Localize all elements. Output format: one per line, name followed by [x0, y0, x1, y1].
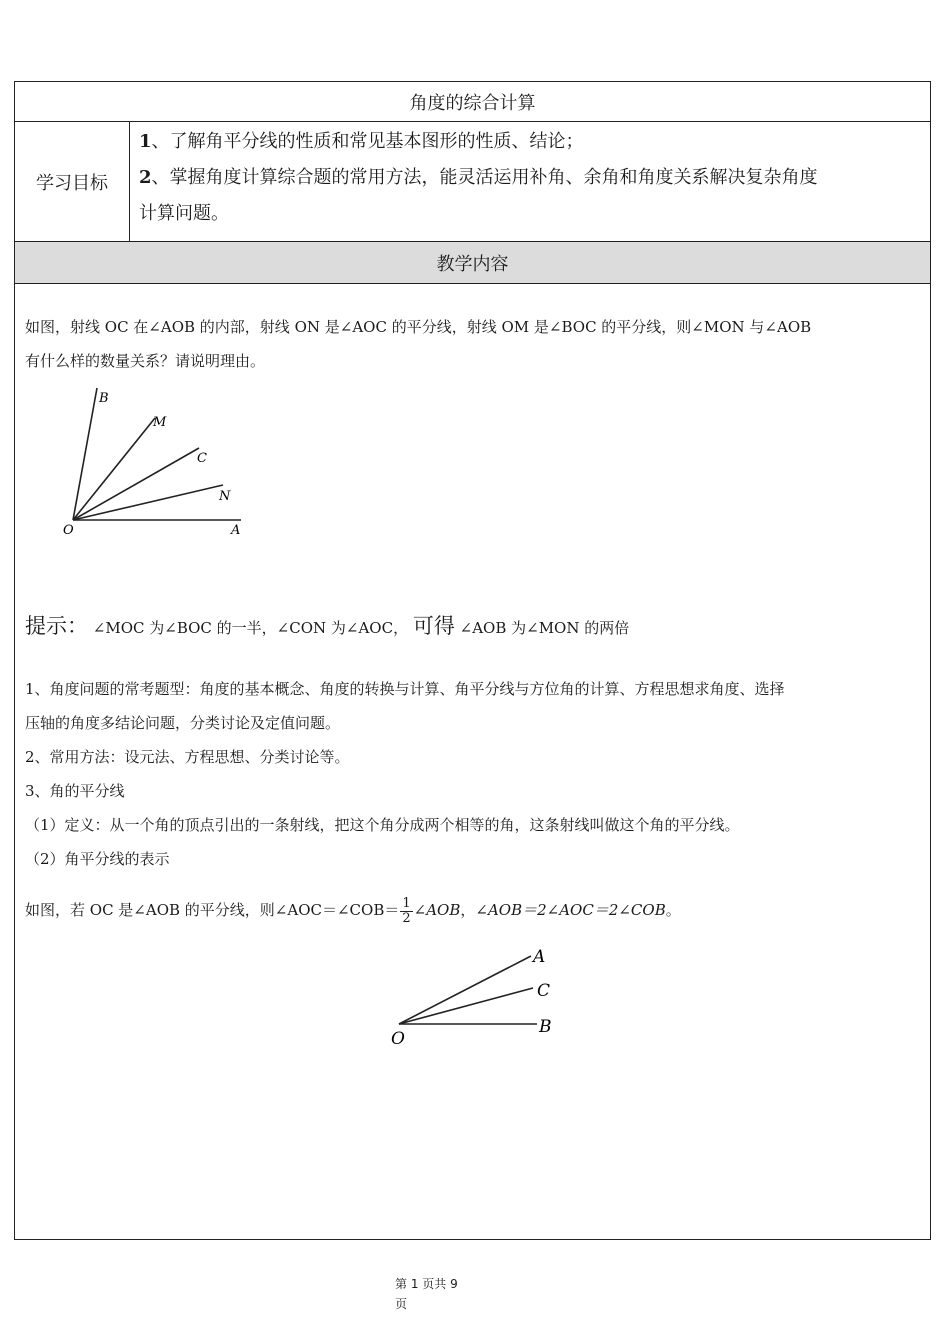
hint: 提示： ∠MOC 为∠BOC 的一半，∠CON 为∠AOC， 可得 ∠AOB 为∠MON 的两倍: [25, 614, 630, 638]
page-number-cont: 页: [395, 1297, 408, 1311]
goals-row: [15, 122, 930, 242]
problem-text: [25, 310, 920, 378]
page-footer: [395, 1274, 458, 1314]
lesson-table: [14, 81, 931, 1240]
page-number: 第 1 页共 9: [395, 1277, 458, 1291]
label-M: M: [153, 415, 167, 430]
ray-OM: [73, 418, 155, 520]
goal-item-2-cont: 计算问题。: [139, 203, 229, 224]
label-O: O: [63, 523, 74, 538]
content-header: 教学内容: [15, 242, 930, 284]
label-A: A: [231, 523, 241, 538]
goal-item-1: 1、了解角平分线的性质和常见基本图形的性质、结论；: [139, 131, 584, 152]
label-O: O: [391, 1029, 405, 1049]
ray-ON: [73, 485, 223, 520]
notes: [25, 672, 920, 876]
label-N: N: [219, 489, 231, 504]
note-3-1: （1）定义：从一个角的顶点引出的一条射线，把这个角分成两个相等的角，这条射线叫做这个角的平分线。: [25, 816, 740, 834]
figure-angle-bisectors: [55, 382, 255, 542]
label-B: B: [99, 391, 109, 406]
label-C: C: [537, 981, 551, 1001]
note-2: 2、常用方法：设元法、方程思想、分类讨论等。: [25, 748, 350, 766]
ray-OC: [73, 448, 199, 520]
goals-body: [139, 122, 920, 232]
goal-item-2: 2、掌握角度计算综合题的常用方法，能灵活运用补角、余角和角度关系解决复杂角度: [139, 167, 818, 188]
lesson-title: 角度的综合计算: [15, 82, 930, 122]
problem-line-2: 有什么样的数量关系？请说明理由。: [25, 352, 266, 370]
note-1a: 1、角度问题的常考题型：角度的基本概念、角度的转换与计算、角平分线与方位角的计算、方程思想求角度、选择: [25, 680, 785, 698]
fraction: $\frac{1}{2}$: [402, 895, 411, 926]
note-1b: 压轴的角度多结论问题，分类讨论及定值问题。: [25, 714, 341, 732]
note-3: 3、角的平分线: [25, 782, 125, 800]
bisector-formula: 如图，若 OC 是∠AOB 的平分线，则∠AOC＝∠COB＝ $\frac{1}{2}$ ∠AOB，∠AOB＝2∠AOC＝2∠COB。: [25, 895, 681, 926]
ray-OA: [399, 956, 531, 1024]
goals-label: 学习目标: [15, 122, 130, 241]
note-3-2: （2）角平分线的表示: [25, 850, 170, 868]
problem-line-1: 如图，射线 OC 在∠AOB 的内部，射线 ON 是∠AOC 的平分线，射线 OM 是∠BOC 的平分线，则∠MON 与∠AOB: [25, 318, 812, 336]
ray-OC: [399, 988, 533, 1024]
label-A: A: [533, 947, 546, 967]
figure-bisector: [385, 942, 585, 1052]
label-C: C: [197, 451, 207, 466]
ray-OB: [73, 388, 97, 520]
label-B: B: [539, 1017, 552, 1037]
